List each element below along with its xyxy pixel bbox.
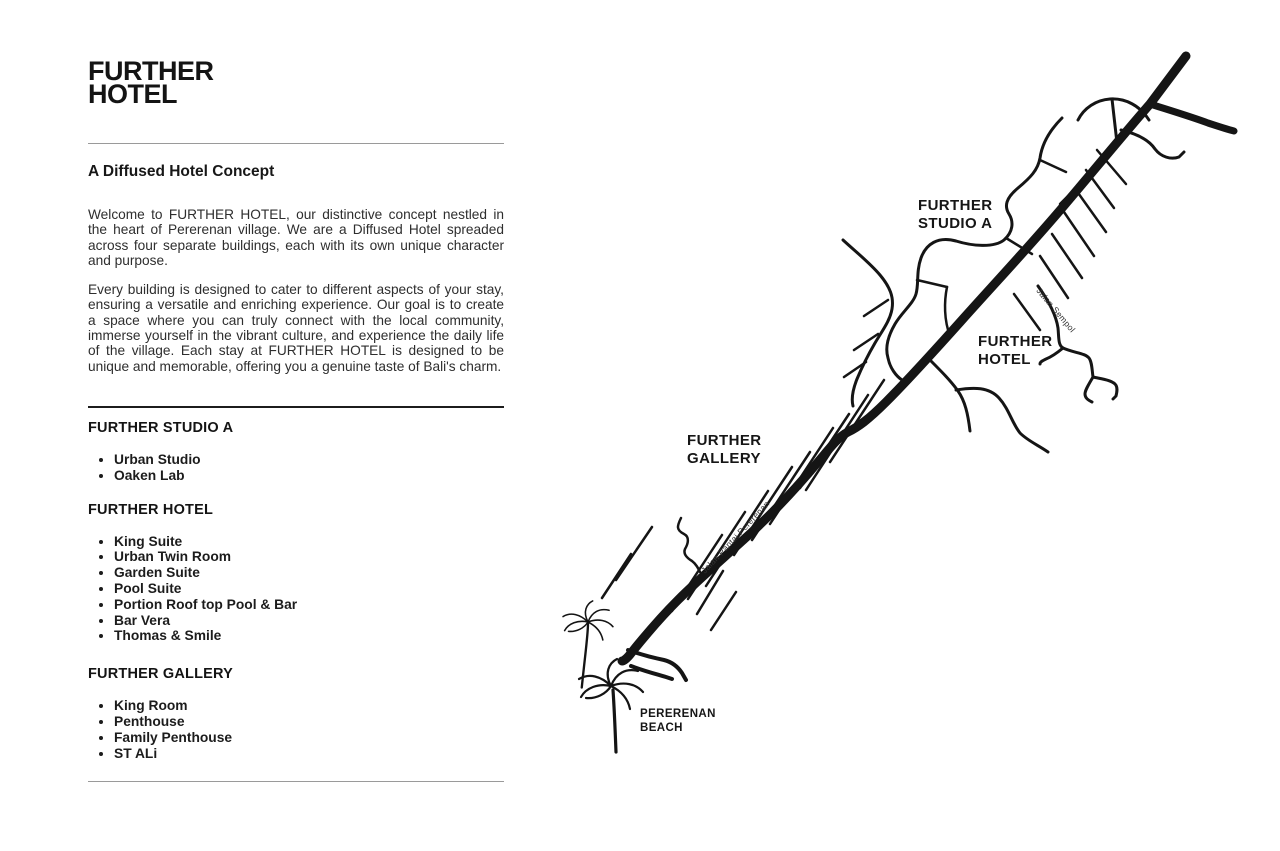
list-item: • King Room	[114, 698, 504, 714]
list-item: • Urban Studio	[114, 452, 504, 468]
road-name-jalan-sempol: Jalan Sempol	[1034, 285, 1078, 335]
concept-heading: A Diffused Hotel Concept	[88, 163, 275, 180]
intro-paragraph: Welcome to FURTHER HOTEL, our distinctive concept nestled in the heart of Pererenan village. We are a Diffused Hotel spreaded across four separate buildings, each with its own unique character and purpose.	[88, 207, 504, 268]
road-name-jalan-pantai-pererenan: Jalan Pantai Pererenan	[699, 498, 772, 576]
studio-a-label-line1: FURTHER	[918, 197, 993, 214]
gallery-side-streets	[602, 380, 884, 630]
gallery-list	[88, 698, 504, 761]
description-paragraph: Every building is designed to cater to different aspects of your stay, ensuring a versatile and enriching experience. Our goal is to create a space where you can truly connect with the local community, immerse yourself in the vibrant culture, and experience the daily life of the village. Each stay at FURTHER HOTEL is designed to be unique and memorable, offering you a genuine taste of Bali's charm.	[88, 282, 504, 374]
beach-label-line1: PERERENAN	[640, 708, 716, 720]
logo-line2: HOTEL	[88, 79, 177, 109]
beach-label-line2: BEACH	[640, 722, 683, 734]
top-branch-road	[1150, 104, 1234, 131]
list-item: • Pool Suite	[114, 581, 504, 597]
zigzag-lane	[678, 518, 700, 572]
hotel-label-line2: HOTEL	[978, 351, 1031, 368]
location-map	[560, 30, 1260, 830]
map-label-beach	[640, 708, 716, 734]
hotel-side-streets	[928, 358, 1048, 452]
beach-end-streets	[628, 650, 686, 680]
list-item: • Oaken Lab	[114, 468, 504, 484]
gallery-label-line2: GALLERY	[687, 450, 761, 467]
gallery-label-line1: FURTHER	[687, 432, 762, 449]
map-label-gallery	[687, 432, 761, 467]
palm-tree-icon	[579, 659, 643, 752]
list-item: • King Suite	[114, 534, 504, 550]
list-item: • Thomas & Smile	[114, 628, 504, 644]
hotel-logo	[88, 56, 504, 109]
divider-bottom	[88, 781, 504, 782]
west-curvy-road	[843, 240, 893, 406]
list-item: • Garden Suite	[114, 565, 504, 581]
section-title-studio-a: FURTHER STUDIO A	[88, 419, 234, 436]
hotel-label-line1: FURTHER	[978, 333, 1053, 350]
logo-line1: FURTHER	[88, 56, 214, 86]
list-item: • Family Penthouse	[114, 730, 504, 746]
info-panel	[88, 56, 504, 782]
list-item: • Portion Roof top Pool & Bar	[114, 597, 504, 613]
main-road-group	[622, 56, 1234, 661]
list-item: • Penthouse	[114, 714, 504, 730]
map-svg	[560, 30, 1260, 830]
divider-top	[88, 143, 504, 144]
section-title-gallery: FURTHER GALLERY	[88, 666, 234, 683]
studio-a-label-line2: STUDIO A	[918, 215, 993, 232]
list-item: • ST ALi	[114, 746, 504, 762]
studio-a-list	[88, 452, 504, 484]
palm-tree-icon	[563, 601, 613, 688]
hotel-list	[88, 534, 504, 645]
section-title-hotel: FURTHER HOTEL	[88, 501, 214, 518]
map-label-studio-a	[918, 197, 992, 232]
divider-middle	[88, 406, 504, 408]
list-item: • Bar Vera	[114, 613, 504, 629]
list-item: • Urban Twin Room	[114, 549, 504, 565]
